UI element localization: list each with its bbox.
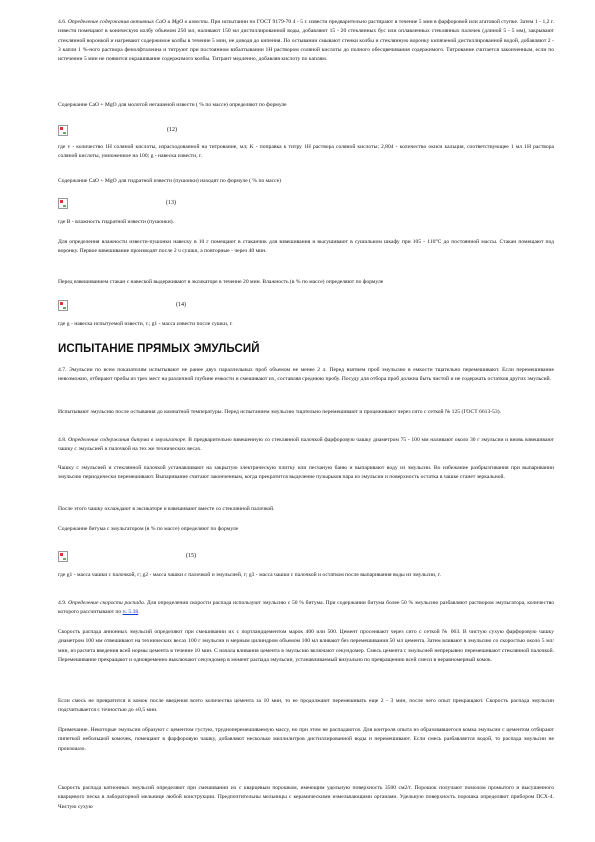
broken-image-icon — [58, 125, 68, 136]
section-4-9-paragraph: 4.9. Определение скорости распада. Для определения скорости распада используют эмульсию с 50 % битума. При содержании битума более 50 % эмульсию разбавляют раствором эмульгатора, количество которого рассчитывают по п. 5.38. — [58, 600, 554, 616]
hydrated-lime-formula-intro: Содержание CaO + MgO для гидратной извести (пушонки) находят по формуле ( % по массе) — [58, 178, 282, 184]
section-4-7-paragraph: 4.7. Эмульсии по всем показателям испытывают не ранее двух параллельных проб объемом не менее 2 л. Перед взятием проб эмульсию в емкости тщательно перемешивают. Если перемешивание невозможно, отбирают пробы из трех мест на различной глубине емкости и смешивают их, составляя среднюю пробу. Посуду для отбора проб должна быть чистой и не содержать остатков других эмульсий. — [58, 367, 554, 383]
section-4-9-paragraph-4: Скорость распада катионных эмульсий определяют при смешивании их с кварцевым порошком, имеющим удельную поверхность 3500 см2/г. Порошок получают помолом промытого и высушенного кварцевого песка в лабораторной мельнице любой конструкции. Предпочтительны мельницы с керамическими измельчающими органами. Удельную поверхность порошка определяют прибором ПСХ-4. Чистую сухую — [58, 785, 554, 810]
section-4-9-paragraph-3: Если смесь не превратится в комок после введения всего количества цемента за 10 мин, то ее продолжают перемешивать еще 2 - 3 мин, после чего опыт прекращают. Скорость распада эмульсии подсчитывается с точностью до ±0,5 мин. — [58, 698, 554, 714]
section-4-8-title: Определение содержания битума в эмульгаторе. — [68, 437, 187, 443]
formula-12-legend: где v - количество 1Н соляной кислоты, израсходованной на титрование, мл; K - поправка к титру 1Н раствора соляной кислоты; 2,804 - количество окиси кальция, соответствующее 1 мл 1Н раствора соляной кислоты, умноженное на 100; g - навеска извести, г. — [58, 144, 554, 160]
formula-13-legend: где B - влажность гидратной извести (пушонки). — [58, 219, 175, 225]
formula-12 — [58, 125, 458, 139]
bitumen-formula-intro: Содержание битума с эмульгатором (в % по массе) определяют по формуле — [58, 526, 239, 532]
broken-image-icon — [58, 300, 68, 311]
broken-image-icon — [58, 551, 68, 562]
formula-13 — [58, 198, 458, 212]
moisture-paragraph: Для определения влажности извести-пушонки навеску в 10 г помещают в стаканчик для взвешивания и высушивают в сушильном шкафу при 105 - 110°С до постоянной массы. Стакан помещают под воронку. Первое взвешивание производят после 2 ч сушки, а повторные - через 40 мин. — [58, 239, 554, 255]
formula-15-number: (15) — [186, 553, 196, 559]
formula-14-number: (14) — [176, 302, 186, 308]
formula-15 — [58, 551, 458, 565]
formula-12-number: (12) — [167, 127, 177, 133]
clause-5-38-link[interactable]: п. 5.38 — [122, 609, 139, 616]
section-4-8-paragraph: 4.8. Определение содержания битума в эмульгаторе. В предварительно взвешенную со стеклянной палочкой фарфоровую чашку диаметром 75 - 100 мм наливают около 30 г эмульсии и вновь взвешивают чашку с эмульсией и палочкой на тех же технических весах. — [58, 437, 554, 453]
broken-image-icon — [58, 198, 68, 209]
cooling-paragraph: Перед взвешиванием стакан с навеской выдерживают в эксикаторе в течение 20 мин. Влажность (в % по массе) определяют по формуле — [58, 279, 384, 285]
formula-15-legend: где g1 - масса чашки с палочкой, г; g2 - масса чашки с палочкой и эмульсией, г; g3 - масса чашки с палочкой и остатком после выпаривания воды из эмульсии, г. — [58, 572, 441, 578]
section-4-8-paragraph-2: Чашку с эмульсией и стеклянной палочкой устанавливают на закрытую электрическую плитку или песчаную баню и выпаривают воду из эмульсии. Во избежание разбрызгивания при выпаривании эмульсию периодически перемешивают. Выпаривание считают законченным, когда прекратится выделение пузырьков пара из эмульсии и поверхность остатка в чашке станет зеркальной. — [58, 465, 554, 481]
section-4-9-paragraph-2: Скорость распада анионных эмульсий определяют при смешивании их с портландцементом марок 400 или 500. Цемент просеивают через сито с сеткой № 063. В чистую сухую фарфоровую чашку диаметром 100 мм отвешивают на технических весах 100 г эмульсии и мерным цилиндром объемом 100 мл вливают без перемешивания 50 мл цемента. Затем вливают в эмульсию со скоростью около 5 мл/мин, из расчета введения всей нормы цемента в течение 10 мин. С начала вливания цемента в эмульсию включают секундомер. Смесь цемента с эмульсией непрерывно перемешивают стеклянной палочкой. Перемешивание прекращают и одновременно выключают секундомер в момент распада эмульсии, устанавливаемый визуально по превращению всей смеси в неравномерный комок. — [58, 629, 554, 663]
section-4-6-title: Определение содержания активных CaO и MgO в извести. — [67, 19, 210, 25]
formula-13-number: (13) — [166, 200, 176, 206]
formula-14 — [58, 300, 458, 314]
note-paragraph: Примечание. Некоторые эмульсии образуют с цементом густую, трудноперемешиваемую массу, но при этом не распадаются. Для контроля опыта из образовавшегося комка эмульсии с цементом отбирают пипеткой небольшой комочек, помещают в фарфоровую чашку, добавляют несколько миллилитров дистиллированной воды и перемешивают. Если смесь разбавляется водой, то распада эмульсии не произошло. — [58, 727, 554, 752]
quick-lime-formula-intro: Содержание CaO + MgO для молотой негашеной извести ( % по массе) определяют по формуле — [58, 102, 287, 108]
section-4-6-paragraph: 4.6. Определение содержания активных CaO и MgO в извести. При испытании по ГОСТ 9179-70 4 - 5 г. извести предварительно растирают в течение 5 мин в фарфоровой или агатовой ступке. Затем 1 - 1,2 г. извести помещают в коническую колбу объемом 250 мл, наливают 150 мл дистиллированной воды, добавляют 15 - 20 стеклянных бус или оплавленных стеклянных палочек (длиной 5 - 5 мм), закрывают стеклянной воронкой и нагревают содержимое колбы в течение 5 мин, не доводя до кипения. По остывании смывают стенки колбы и стеклянную воронку кипяченой дистиллированной водой, добавляют 2 - 3 капли 1 %-ного раствора фенолфталеина и титруют при постоянном взбалтывании 1Н раствором соляной кислоты до полного обесцвечивания содержимого. Титрование считается законченным, если по истечении 5 мин не появится окрашивание содержимого колбы. Титрант медленно, добавляя кислоту по каплям. — [58, 19, 554, 63]
section-4-7-paragraph-2: Испытывают эмульсию после остывания до комнатной температуры. Перед испытанием эмульсию тщательно перемешивают и процеживают через сито с сеткой № 125 (ГОСТ 6613-53). — [58, 409, 501, 415]
section-4-9-title: Определение скорости распада. — [68, 600, 146, 606]
section-4-8-paragraph-3: После этого чашку охлаждают в эксикаторе и взвешивают вместе со стеклянной палочкой. — [58, 506, 275, 512]
formula-14-legend: где g - навеска испытуемой извести, г.; g1 - масса извести после сушки, г. — [58, 321, 233, 327]
section-heading: ИСПЫТАНИЕ ПРЯМЫХ ЭМУЛЬСИЙ — [58, 343, 260, 355]
